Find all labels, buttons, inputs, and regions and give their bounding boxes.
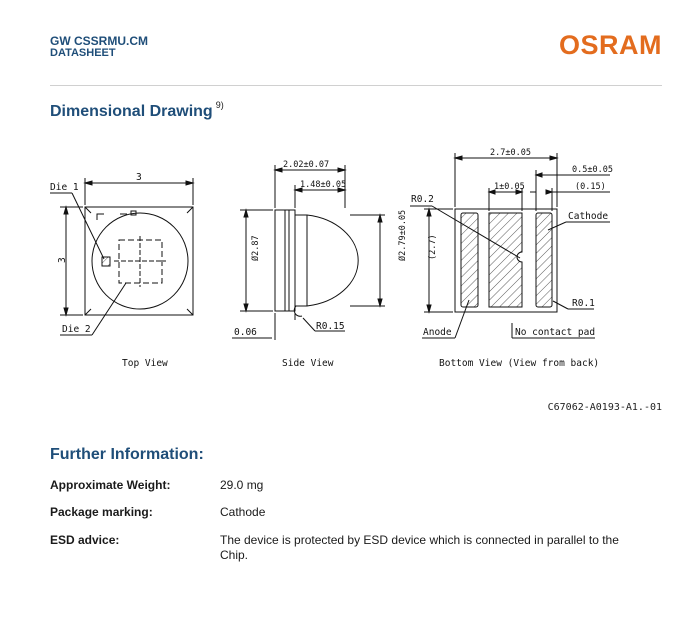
- cathode-label: Cathode: [568, 211, 609, 222]
- side-view-dim-gap: 0.06: [234, 327, 257, 338]
- anode-pad: [461, 213, 478, 307]
- no-contact-pad: [489, 213, 522, 307]
- bottom-view-dim-center: 1±0.05: [494, 182, 525, 192]
- side-view-caption: Side View: [282, 358, 334, 369]
- weight-value: 29.0 mg: [220, 478, 264, 492]
- bottom-view-dim-pad-ref: (0.15): [575, 182, 606, 192]
- side-view-dim-total: 2.02±0.07: [283, 160, 330, 170]
- document-type: DATASHEET: [50, 47, 116, 59]
- bottom-view-dim-height: (2.7): [428, 234, 438, 260]
- cathode-pad: [536, 213, 552, 307]
- bottom-view-caption: Bottom View (View from back): [439, 358, 600, 369]
- top-view-dim-width: 3: [136, 172, 142, 183]
- r02-label: R0.2: [411, 194, 434, 205]
- further-info-title: Further Information:: [50, 446, 204, 463]
- drawing-code: C67062-A0193-A1.-01: [547, 402, 662, 413]
- marking-value: Cathode: [220, 505, 266, 519]
- esd-label: ESD advice:: [50, 533, 120, 547]
- top-view-caption: Top View: [122, 358, 168, 369]
- top-view: [50, 178, 193, 335]
- side-view-dim-dome: 1.48±0.05: [300, 180, 347, 190]
- side-view-dome: [295, 215, 358, 306]
- osram-logo: OSRAM: [559, 30, 662, 60]
- bottom-view-dim-pad-top: 0.5±0.05: [572, 165, 613, 175]
- die2-label: Die 2: [62, 324, 91, 335]
- r01-label: R0.1: [572, 298, 595, 309]
- dimensional-drawing-title-text: Dimensional Drawing: [50, 103, 213, 120]
- marking-label: Package marking:: [50, 505, 153, 519]
- bottom-view-dim-width: 2.7±0.05: [490, 148, 531, 158]
- side-view-dim-radius: R0.15: [316, 321, 345, 332]
- product-name: GW CSSRMU.CM: [50, 34, 148, 48]
- die1-label: Die 1: [50, 182, 79, 193]
- no-contact-pad-label: No contact pad: [515, 327, 596, 338]
- esd-value: The device is protected by ESD device which is connected in parallel to the Chip.: [220, 533, 619, 562]
- anode-label: Anode: [423, 327, 452, 338]
- footnote-ref: 9): [215, 100, 224, 110]
- side-view-dim-dome-dia: Ø2.79±0.05: [398, 209, 408, 261]
- bottom-view: [410, 153, 610, 338]
- top-view-dim-height: 3: [57, 257, 68, 263]
- side-view-dim-outer-dia: Ø2.87: [251, 235, 261, 261]
- weight-label: Approximate Weight:: [50, 478, 171, 492]
